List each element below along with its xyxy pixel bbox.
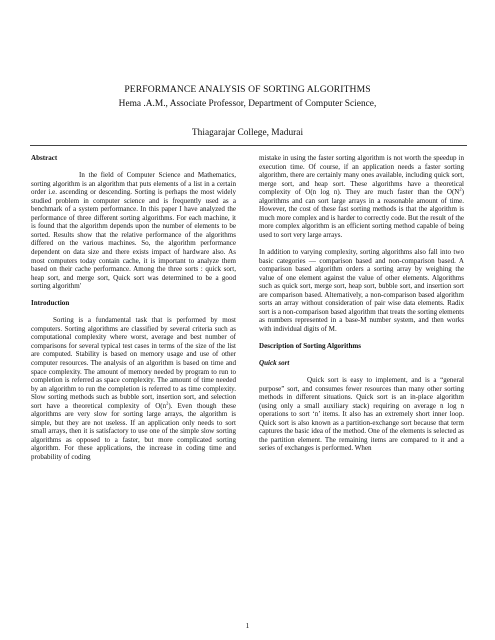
page-number: 1	[245, 621, 250, 630]
left-column	[31, 154, 236, 462]
quick-sort-heading: Quick sort	[259, 358, 290, 367]
abstract-heading: Abstract	[31, 154, 58, 162]
intro-text-part2: ). Even though these algorithms are very slow for sorting large arrays, the algorithm is simple, but they are not useless. If an application only needs to sort small arrays, then it is satisfactory to use one of the simple slow sorting algorithms as opposed to a faster, but more complicated sorting algorithm. For these applications, the increase in coding time and probability of coding	[31, 401, 236, 461]
superscript-2: 2	[459, 186, 462, 192]
affiliation-line: Thiagarajar College, Madurai	[191, 128, 304, 138]
author-line: Hema .A.M., Associate Professor, Department of Computer Science,	[118, 99, 377, 109]
quick-sort-paragraph: Quick sort is easy to implement, and is a “general purpose” sort, and consumes fewer resources than many other sorting methods in different situations. Quick sort is an in-place algorithm (using only a small auxiliary stack) requiring on average n log n operations to sort ‘n’ items. It also has an extremely short inner loop. Quick sort is also known as a partition-exchange sort because that term captures the basic idea of the method. One of the elements is selected as the partition element. The remaining items are compared to it and a series of exchanges is performed. When	[259, 376, 464, 453]
complexity-text-part1: mistake in using the faster sorting algorithm is not worth the speedup in execution time. Of course, if an application needs a faster sorting algorithm, there are certainly many ones available, including quick sort, merge sort, and heap sort. These algorithms have a theoretical complexity of O(n log n). They are much faster than the O(N	[259, 154, 464, 197]
complexity-text-part2: ) algorithms and can sort large arrays in a reasonable amount of time. However, the cost of these fast sorting methods is that the algorithm is much more complex and is harder to correctly code. But the result of the more complex algorithm is an efficient sorting method capable of being used to sort very large arrays.	[259, 188, 464, 239]
superscript-2: 2	[166, 400, 169, 406]
abstract-text: In the field of Computer Science and Mathematics, sorting algorithm is an algorithm that puts elements of a list in a certain order i.e. ascending or descending. Sorting is perhaps the most widely studied problem in computer science and is frequently used as a benchmark of a system performance. In this paper I have analyzed the performance of three different sorting algorithms. For each machine, it is found that the algorithm depends upon the number of elements to be sorted. Results show that the relative performance of the algorithms differed on the various machines. So, the algorithm performance dependent on data size and there exists impact of hardware also. As most computers today contain cache, it is important to analyze them based on their cache performance. Among the three sorts : quick sort, heap sort, and merge sort, Quick sort was determined to be a good sorting algorithm'	[31, 171, 236, 291]
header-divider	[30, 145, 467, 146]
right-column	[259, 154, 464, 453]
complexity-paragraph	[259, 154, 464, 239]
introduction-heading: Introduction	[31, 299, 70, 308]
paper-title: PERFORMANCE ANALYSIS OF SORTING ALGORITHMS	[124, 84, 371, 95]
categories-paragraph: In addition to varying complexity, sorting algorithms also fall into two basic categories — comparison based and non-comparison based. A comparison based algorithm orders a sorting array by weighing the value of one element against the value of other elements. Algorithms such as quick sort, merge sort, heap sort, bubble sort, and insertion sort are comparison based. Alternatively, a non-comparison based algorithm sorts an array without consideration of pair wise data elements. Radix sort is a non-comparison based algorithm that treats the sorting elements as numbers represented in a base-M number system, and then works with individual digits of M.	[259, 247, 464, 333]
intro-text-part1: Sorting is a fundamental task that is performed by most computers. Sorting algorithms are classified by several criteria such as computational complexity where worst, average and best number of comparisons for several typical test cases in terms of the size of the list are computed. Stability is based on memory usage and use of other computer resources. The analysis of an algorithm is based on time and space complexity. The amount of memory needed by program to run to completion is referred as space complexity. The amount of time needed by an algorithm to run the completion is referred to as time complexity. Slow sorting methods such as bubble sort, insertion sort, and selection sort have a theoretical complexity of O(n	[31, 316, 236, 410]
introduction-paragraph	[31, 316, 236, 461]
description-heading: Description of Sorting Algorithms	[259, 341, 361, 350]
